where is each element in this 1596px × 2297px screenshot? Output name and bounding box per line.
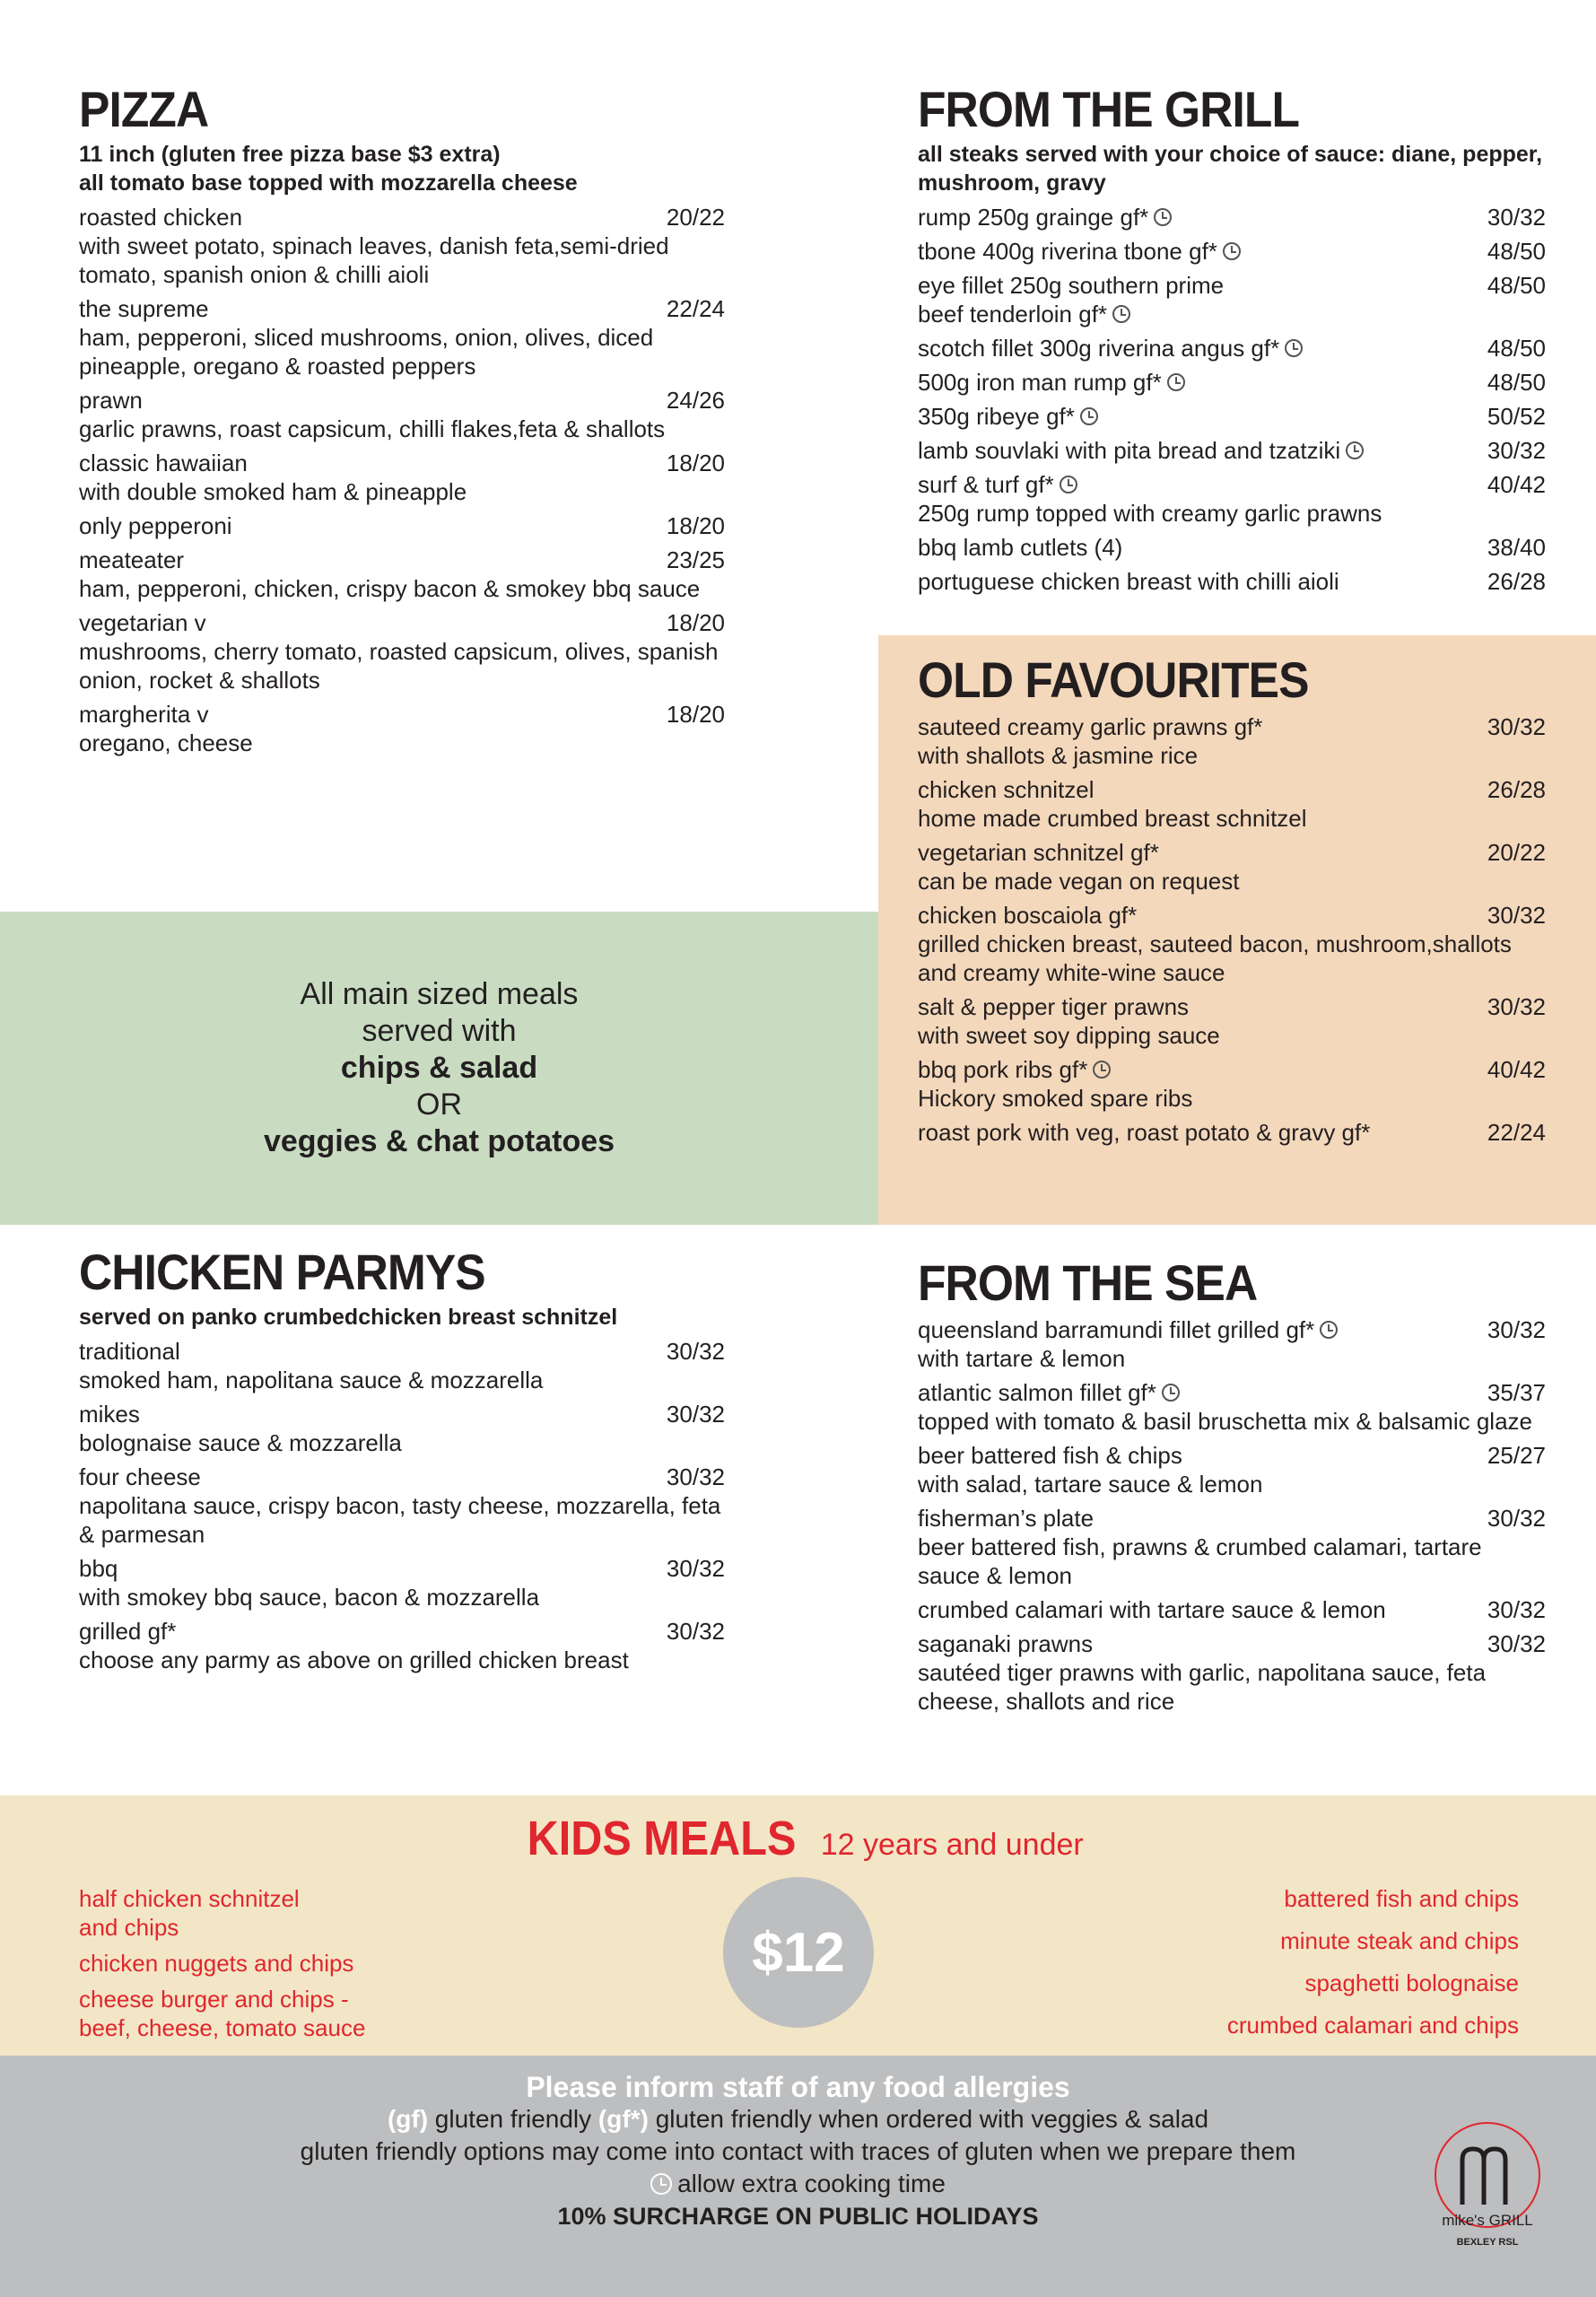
sea-title: FROM THE SEA bbox=[918, 1254, 1258, 1311]
menu-item-name-wrap bbox=[918, 1441, 1182, 1470]
menu-item-name-wrap bbox=[918, 1315, 1338, 1344]
menu-item-description-text: with salad, tartare sauce & lemon bbox=[918, 1471, 1263, 1498]
menu-item-name: lamb souvlaki with pita bread and tzatziki bbox=[918, 437, 1341, 464]
clock-icon bbox=[1167, 373, 1185, 391]
menu-item-description-text: bolognaise sauce & mozzarella bbox=[79, 1429, 402, 1456]
cook-time-note bbox=[0, 2168, 1596, 2200]
sides-line-3: chips & salad bbox=[340, 1051, 538, 1085]
menu-item-name-wrap bbox=[918, 402, 1098, 431]
menu-item-name-wrap bbox=[918, 1118, 1370, 1147]
menu-item-name-wrap bbox=[79, 386, 143, 415]
grill-subtitle: all steaks served with your choice of sauce: diane, pepper, mushroom, gravy bbox=[918, 142, 1543, 196]
menu-item-row bbox=[918, 1629, 1546, 1658]
menu-item bbox=[918, 1629, 1546, 1716]
menu-item-name: portuguese chicken breast with chilli aioli bbox=[918, 568, 1339, 595]
kids-left-list bbox=[79, 1884, 492, 2049]
menu-item-name-wrap bbox=[918, 334, 1303, 362]
menu-item-description-text: with shallots & jasmine rice bbox=[918, 742, 1199, 769]
menu-item-name-wrap bbox=[79, 511, 232, 540]
menu-item-row bbox=[79, 546, 725, 574]
allergy-headline: Please inform staff of any food allergies bbox=[526, 2071, 1070, 2103]
menu-item-price: 48/50 bbox=[1487, 272, 1546, 299]
grill-title: FROM THE GRILL bbox=[918, 81, 1299, 137]
menu-item-name: meateater bbox=[79, 546, 185, 573]
menu-item-name-wrap bbox=[79, 700, 209, 729]
menu-item-name: vegetarian v bbox=[79, 609, 206, 636]
menu-item-name: crumbed calamari with tartare sauce & lemon bbox=[918, 1596, 1386, 1623]
menu-item-price: 30/32 bbox=[1487, 1316, 1546, 1343]
kids-item: crumbed calamari and chips bbox=[1226, 2012, 1519, 2039]
menu-item-name-wrap bbox=[79, 1554, 118, 1583]
menu-item-row bbox=[79, 511, 725, 540]
menu-item-row bbox=[79, 608, 725, 637]
menu-item bbox=[918, 567, 1546, 596]
menu-item-name-wrap bbox=[918, 1378, 1180, 1407]
clock-icon bbox=[1346, 441, 1364, 459]
menu-item-price: 18/20 bbox=[666, 512, 725, 539]
menu-item-price: 40/42 bbox=[1487, 1056, 1546, 1083]
clock-icon bbox=[1060, 476, 1077, 493]
menu-item bbox=[918, 1118, 1546, 1147]
menu-item-price: 48/50 bbox=[1487, 238, 1546, 265]
menu-item-name-wrap bbox=[918, 470, 1077, 499]
kids-item: half chicken schnitzel bbox=[79, 1885, 300, 1912]
menu-item-description bbox=[918, 867, 1546, 895]
menu-item-name-wrap bbox=[79, 449, 248, 477]
menu-item-description-text: sautéed tiger prawns with garlic, napolitana sauce, feta cheese, shallots and rice bbox=[918, 1659, 1487, 1715]
menu-item bbox=[918, 334, 1546, 362]
menu-item-price: 18/20 bbox=[666, 701, 725, 728]
menu-item-name-wrap bbox=[918, 368, 1185, 397]
menu-item-price: 30/32 bbox=[1487, 1505, 1546, 1532]
menu-item-row bbox=[79, 1463, 725, 1491]
grill-items bbox=[918, 203, 1546, 596]
menu-item-name: bbq pork ribs gf* bbox=[918, 1056, 1088, 1083]
logo-brand: mike's GRILL bbox=[1442, 2212, 1533, 2229]
kids-item: chicken nuggets and chips bbox=[79, 1950, 354, 1977]
pizza-subtitle-base: 11 inch (gluten free pizza base $3 extra) bbox=[79, 142, 501, 167]
menu-item-description-text: garlic prawns, roast capsicum, chilli flakes,feta & shallots bbox=[79, 415, 666, 442]
gf-tag: (gf) bbox=[387, 2105, 429, 2133]
menu-item-description-text: with smokey bbq sauce, bacon & mozzarella bbox=[79, 1584, 540, 1611]
menu-item-description bbox=[918, 1344, 1546, 1373]
menu-item-price: 22/24 bbox=[666, 295, 725, 322]
sea-section bbox=[918, 1256, 1546, 1716]
menu-item bbox=[918, 271, 1546, 328]
menu-item-name: vegetarian schnitzel gf* bbox=[918, 839, 1159, 866]
menu-item-row bbox=[918, 1378, 1546, 1407]
kids-title: KIDS MEALS bbox=[527, 1812, 797, 1865]
favourites-title: OLD FAVOURITES bbox=[918, 651, 1309, 708]
menu-item-name: salt & pepper tiger prawns bbox=[918, 993, 1190, 1020]
menu-item-row bbox=[79, 700, 725, 729]
menu-item-name: sauteed creamy garlic prawns gf* bbox=[918, 713, 1263, 740]
menu-item-description bbox=[918, 1084, 1546, 1113]
menu-item bbox=[918, 470, 1546, 528]
menu-item-name: tbone 400g riverina tbone gf* bbox=[918, 238, 1217, 265]
menu-item-description bbox=[79, 231, 725, 289]
menu-item-name-wrap bbox=[79, 1617, 176, 1646]
menu-item-name: surf & turf gf* bbox=[918, 471, 1054, 498]
clock-icon bbox=[1154, 208, 1172, 226]
menu-item-name: rump 250g grainge gf* bbox=[918, 204, 1149, 231]
menu-item-description-text: ham, pepperoni, chicken, crispy bacon & smokey bbq sauce bbox=[79, 575, 701, 602]
menu-item-price: 30/32 bbox=[1487, 993, 1546, 1020]
menu-item bbox=[918, 436, 1546, 465]
menu-item-description-text: home made crumbed breast schnitzel bbox=[918, 805, 1307, 832]
cook-time-text: allow extra cooking time bbox=[677, 2170, 946, 2197]
parmys-title: CHICKEN PARMYS bbox=[79, 1244, 485, 1300]
menu-item-price: 30/32 bbox=[666, 1618, 725, 1645]
menu-item bbox=[79, 1617, 725, 1674]
menu-item-name: margherita v bbox=[79, 701, 209, 728]
menu-item-description bbox=[79, 415, 725, 443]
menu-item-price: 48/50 bbox=[1487, 335, 1546, 362]
menu-item bbox=[918, 237, 1546, 266]
menu-item bbox=[918, 1441, 1546, 1498]
menu-item-row bbox=[918, 1595, 1546, 1624]
kids-right-list bbox=[1106, 1884, 1519, 2053]
menu-item-price: 50/52 bbox=[1487, 403, 1546, 430]
menu-item-name-wrap bbox=[918, 203, 1172, 231]
kids-age: 12 years and under bbox=[820, 1828, 1084, 1862]
menu-item-price: 25/27 bbox=[1487, 1442, 1546, 1469]
menu-item-name: eye fillet 250g southern prime bbox=[918, 272, 1225, 299]
menu-item-description bbox=[918, 300, 1546, 328]
menu-item-row bbox=[918, 775, 1546, 804]
parmys-items bbox=[79, 1337, 725, 1674]
menu-item bbox=[79, 608, 725, 694]
menu-item-description-text: with tartare & lemon bbox=[918, 1345, 1126, 1372]
kids-item: minute steak and chips bbox=[1280, 1927, 1519, 1954]
menu-item-name: bbq lamb cutlets (4) bbox=[918, 534, 1123, 561]
menu-item-row bbox=[79, 1337, 725, 1366]
menu-item bbox=[918, 402, 1546, 431]
menu-item-name: only pepperoni bbox=[79, 512, 232, 539]
clock-icon bbox=[1093, 1061, 1111, 1079]
logo-sub: BEXLEY RSL bbox=[1456, 2237, 1519, 2248]
menu-item-name-wrap bbox=[79, 294, 209, 323]
parmys-section bbox=[79, 1245, 725, 1674]
kids-item: battered fish and chips bbox=[1284, 1885, 1519, 1912]
favourites-section bbox=[918, 653, 1546, 1147]
gfs-tag: (gf*) bbox=[597, 2105, 649, 2133]
menu-item-description bbox=[79, 637, 725, 694]
gfs-text: gluten friendly when ordered with veggies & salad bbox=[655, 2105, 1209, 2133]
menu-item bbox=[79, 700, 725, 757]
menu-item-row bbox=[79, 1554, 725, 1583]
clock-icon bbox=[1080, 407, 1098, 425]
menu-item-description bbox=[918, 741, 1546, 770]
menu-item-description bbox=[918, 930, 1546, 987]
menu-item bbox=[79, 1400, 725, 1457]
menu-item-name: beer battered fish & chips bbox=[918, 1442, 1182, 1469]
menu-item-name-wrap bbox=[918, 992, 1189, 1021]
menu-item bbox=[918, 1315, 1546, 1373]
menu-item bbox=[918, 533, 1546, 562]
sides-line-2: served with bbox=[362, 1014, 517, 1048]
parmys-subtitle: served on panko crumbedchicken breast schnitzel bbox=[79, 1305, 618, 1330]
menu-item-row bbox=[918, 901, 1546, 930]
menu-item-name-wrap bbox=[79, 1337, 180, 1366]
menu-item-description bbox=[79, 477, 725, 506]
menu-item-description-text: topped with tomato & basil bruschetta mix & balsamic glaze bbox=[918, 1408, 1533, 1435]
menu-item-description-text: smoked ham, napolitana sauce & mozzarella bbox=[79, 1367, 544, 1393]
menu-item-price: 35/37 bbox=[1487, 1379, 1546, 1406]
menu-item-description-text: ham, pepperoni, sliced mushrooms, onion, olives, diced pineapple, oregano & roasted peppers bbox=[79, 324, 654, 380]
menu-item-row bbox=[918, 436, 1546, 465]
menu-item-description bbox=[918, 1021, 1546, 1050]
menu-item bbox=[79, 546, 725, 603]
menu-item-name: scotch fillet 300g riverina angus gf* bbox=[918, 335, 1280, 362]
clock-icon bbox=[650, 2173, 672, 2195]
menu-item-price: 30/32 bbox=[1487, 1596, 1546, 1623]
menu-item bbox=[79, 1554, 725, 1611]
menu-item-row bbox=[79, 449, 725, 477]
footer-notes bbox=[0, 2071, 1596, 2232]
menu-item-description bbox=[79, 1583, 725, 1611]
sides-line-1: All main sized meals bbox=[300, 977, 579, 1011]
menu-item-name-wrap bbox=[918, 775, 1095, 804]
sides-note bbox=[0, 912, 878, 1225]
kids-item: beef, cheese, tomato sauce bbox=[79, 2014, 366, 2041]
menu-item-row bbox=[79, 386, 725, 415]
menu-item-description-text: with double smoked ham & pineapple bbox=[79, 478, 467, 505]
menu-item-row bbox=[918, 470, 1546, 499]
menu-item-name-wrap bbox=[918, 1504, 1094, 1533]
menu-item-name-wrap bbox=[79, 203, 242, 231]
menu-item-name: fisherman’s plate bbox=[918, 1505, 1095, 1532]
kids-item: and chips bbox=[79, 1914, 179, 1941]
menu-item-name-wrap bbox=[918, 436, 1364, 465]
menu-item bbox=[918, 1378, 1546, 1436]
menu-item-name: the supreme bbox=[79, 295, 209, 322]
kids-price-badge: $12 bbox=[723, 1877, 874, 2028]
menu-item-description-text: with sweet soy dipping sauce bbox=[918, 1022, 1220, 1049]
menu-item-name: grilled gf* bbox=[79, 1618, 177, 1645]
mikes-grill-logo bbox=[1428, 2119, 1547, 2256]
menu-item-name: 500g iron man rump gf* bbox=[918, 369, 1162, 396]
menu-item bbox=[79, 294, 725, 380]
menu-item-description bbox=[79, 574, 725, 603]
gluten-warning: gluten friendly options may come into contact with traces of gluten when we prepare them bbox=[300, 2137, 1296, 2165]
menu-item-price: 26/28 bbox=[1487, 568, 1546, 595]
menu-item bbox=[918, 368, 1546, 397]
menu-item bbox=[918, 901, 1546, 987]
menu-item-name-wrap bbox=[918, 1629, 1093, 1658]
menu-item-name-wrap bbox=[79, 1463, 201, 1491]
kids-item: cheese burger and chips - bbox=[79, 1986, 349, 2013]
favourites-items bbox=[918, 712, 1546, 1147]
menu-item-name: atlantic salmon fillet gf* bbox=[918, 1379, 1156, 1406]
menu-item-price: 30/32 bbox=[666, 1555, 725, 1582]
menu-item-name: bbq bbox=[79, 1555, 118, 1582]
menu-item-description bbox=[79, 1366, 725, 1394]
menu-item-row bbox=[918, 334, 1546, 362]
menu-item-name-wrap bbox=[918, 1055, 1111, 1084]
menu-item-row bbox=[918, 712, 1546, 741]
menu-item-price: 20/22 bbox=[1487, 839, 1546, 866]
menu-item bbox=[918, 992, 1546, 1050]
menu-item-name: chicken boscaiola gf* bbox=[918, 902, 1138, 929]
gf-text: gluten friendly bbox=[434, 2105, 592, 2133]
menu-item-name-wrap bbox=[918, 271, 1224, 300]
menu-item-name: chicken schnitzel bbox=[918, 776, 1095, 803]
kids-item: spaghetti bolognaise bbox=[1304, 1969, 1519, 1996]
logo-m-mark bbox=[1462, 2149, 1505, 2205]
menu-item-name: four cheese bbox=[79, 1463, 201, 1490]
menu-item-row bbox=[918, 368, 1546, 397]
menu-item-price: 24/26 bbox=[666, 387, 725, 414]
clock-icon bbox=[1320, 1321, 1338, 1339]
surcharge-note: 10% SURCHARGE ON PUBLIC HOLIDAYS bbox=[557, 2203, 1039, 2230]
menu-item-price: 20/22 bbox=[666, 204, 725, 231]
menu-item bbox=[79, 449, 725, 506]
menu-item bbox=[918, 1055, 1546, 1113]
menu-item-name-wrap bbox=[918, 567, 1339, 596]
menu-item-row bbox=[918, 1504, 1546, 1533]
menu-item-description bbox=[918, 499, 1546, 528]
menu-item bbox=[918, 712, 1546, 770]
menu-item-description-text: beef tenderloin gf* bbox=[918, 301, 1108, 328]
menu-item-name: classic hawaiian bbox=[79, 450, 248, 476]
menu-item bbox=[79, 203, 725, 289]
menu-item-description-text: choose any parmy as above on grilled chicken breast bbox=[79, 1646, 629, 1673]
menu-item-name-wrap bbox=[918, 838, 1159, 867]
menu-item-name: mikes bbox=[79, 1401, 140, 1428]
menu-item-description bbox=[918, 1533, 1546, 1590]
clock-icon bbox=[1285, 339, 1303, 357]
menu-item-row bbox=[918, 1441, 1546, 1470]
menu-item-name-wrap bbox=[79, 546, 184, 574]
sides-line-4: OR bbox=[416, 1087, 462, 1122]
kids-heading bbox=[0, 1811, 1596, 1866]
menu-item-description bbox=[79, 1428, 725, 1457]
menu-item-description bbox=[918, 1470, 1546, 1498]
menu-item-row bbox=[918, 992, 1546, 1021]
menu-item-description bbox=[79, 729, 725, 757]
menu-item-row bbox=[918, 1118, 1546, 1147]
menu-item-description-text: Hickory smoked spare ribs bbox=[918, 1085, 1193, 1112]
menu-item-price: 30/32 bbox=[1487, 902, 1546, 929]
gf-legend bbox=[0, 2103, 1596, 2135]
menu-item bbox=[918, 1595, 1546, 1624]
menu-item-price: 30/32 bbox=[666, 1401, 725, 1428]
menu-item-row bbox=[918, 838, 1546, 867]
menu-item bbox=[79, 511, 725, 540]
menu-item-description-text: oregano, cheese bbox=[79, 729, 253, 756]
menu-item bbox=[918, 203, 1546, 231]
pizza-items bbox=[79, 203, 725, 757]
pizza-section bbox=[79, 83, 725, 757]
menu-item-row bbox=[918, 567, 1546, 596]
menu-item bbox=[918, 1504, 1546, 1590]
menu-item-price: 18/20 bbox=[666, 450, 725, 476]
menu-item-price: 30/32 bbox=[1487, 437, 1546, 464]
menu-item-description-text: with sweet potato, spinach leaves, danish feta,semi-dried tomato, spanish onion & chilli aioli bbox=[79, 232, 669, 288]
menu-item bbox=[918, 838, 1546, 895]
menu-item-price: 30/32 bbox=[666, 1338, 725, 1365]
grill-section bbox=[918, 83, 1546, 596]
menu-item-row bbox=[79, 1400, 725, 1428]
menu-item-price: 48/50 bbox=[1487, 369, 1546, 396]
sea-items bbox=[918, 1315, 1546, 1716]
menu-item-description-text: 250g rump topped with creamy garlic prawns bbox=[918, 500, 1382, 527]
menu-item-description-text: grilled chicken breast, sauteed bacon, mushroom,shallots and creamy white-wine sauce bbox=[918, 930, 1512, 986]
menu-item bbox=[79, 1463, 725, 1549]
clock-icon bbox=[1112, 305, 1130, 323]
menu-item-name-wrap bbox=[918, 712, 1262, 741]
menu-item-price: 22/24 bbox=[1487, 1119, 1546, 1146]
menu-item-row bbox=[918, 1055, 1546, 1084]
menu-item-name: saganaki prawns bbox=[918, 1630, 1094, 1657]
menu-item-row bbox=[918, 271, 1546, 300]
menu-item-description bbox=[918, 1407, 1546, 1436]
menu-item-price: 30/32 bbox=[1487, 1630, 1546, 1657]
menu-item-name: roast pork with veg, roast potato & gravy gf* bbox=[918, 1119, 1371, 1146]
menu-item-name-wrap bbox=[918, 901, 1137, 930]
clock-icon bbox=[1162, 1384, 1180, 1402]
menu-item-description bbox=[79, 1646, 725, 1674]
menu-item-name: traditional bbox=[79, 1338, 180, 1365]
menu-item-row bbox=[79, 203, 725, 231]
menu-item bbox=[79, 386, 725, 443]
menu-item-description bbox=[79, 323, 725, 380]
menu-item-row bbox=[918, 237, 1546, 266]
menu-item-row bbox=[918, 402, 1546, 431]
menu-item-description-text: mushrooms, cherry tomato, roasted capsicum, olives, spanish onion, rocket & shallots bbox=[79, 638, 719, 694]
menu-item-row bbox=[918, 1315, 1546, 1344]
menu-item-price: 38/40 bbox=[1487, 534, 1546, 561]
menu-item-row bbox=[79, 294, 725, 323]
menu-item-description-text: napolitana sauce, crispy bacon, tasty cheese, mozzarella, feta & parmesan bbox=[79, 1492, 721, 1548]
menu-item-name-wrap bbox=[918, 1595, 1386, 1624]
menu-item-price: 30/32 bbox=[1487, 204, 1546, 231]
menu-item bbox=[918, 775, 1546, 833]
menu-item-name-wrap bbox=[79, 608, 206, 637]
menu-item-row bbox=[918, 533, 1546, 562]
menu-item-price: 40/42 bbox=[1487, 471, 1546, 498]
menu-item-price: 26/28 bbox=[1487, 776, 1546, 803]
sides-line-5: veggies & chat potatoes bbox=[263, 1124, 615, 1158]
menu-item-name-wrap bbox=[918, 237, 1241, 266]
pizza-title: PIZZA bbox=[79, 81, 209, 137]
menu-item-name: 350g ribeye gf* bbox=[918, 403, 1075, 430]
pizza-subtitle-topping: all tomato base topped with mozzarella cheese bbox=[79, 170, 578, 196]
menu-item-description bbox=[79, 1491, 725, 1549]
menu-item-row bbox=[79, 1617, 725, 1646]
menu-item-price: 30/32 bbox=[1487, 713, 1546, 740]
menu-item-price: 18/20 bbox=[666, 609, 725, 636]
menu-item-name: prawn bbox=[79, 387, 143, 414]
menu-item-name-wrap bbox=[918, 533, 1122, 562]
menu-item-description bbox=[918, 804, 1546, 833]
menu-item-description-text: can be made vegan on request bbox=[918, 868, 1240, 895]
menu-item bbox=[79, 1337, 725, 1394]
menu-item-description bbox=[918, 1658, 1546, 1716]
menu-item-name: queensland barramundi fillet grilled gf* bbox=[918, 1316, 1315, 1343]
menu-item-name: roasted chicken bbox=[79, 204, 243, 231]
menu-item-price: 23/25 bbox=[666, 546, 725, 573]
clock-icon bbox=[1223, 242, 1241, 260]
menu-item-price: 30/32 bbox=[666, 1463, 725, 1490]
menu-item-description-text: beer battered fish, prawns & crumbed calamari, tartare sauce & lemon bbox=[918, 1533, 1482, 1589]
menu-item-row bbox=[918, 203, 1546, 231]
menu-item-name-wrap bbox=[79, 1400, 140, 1428]
